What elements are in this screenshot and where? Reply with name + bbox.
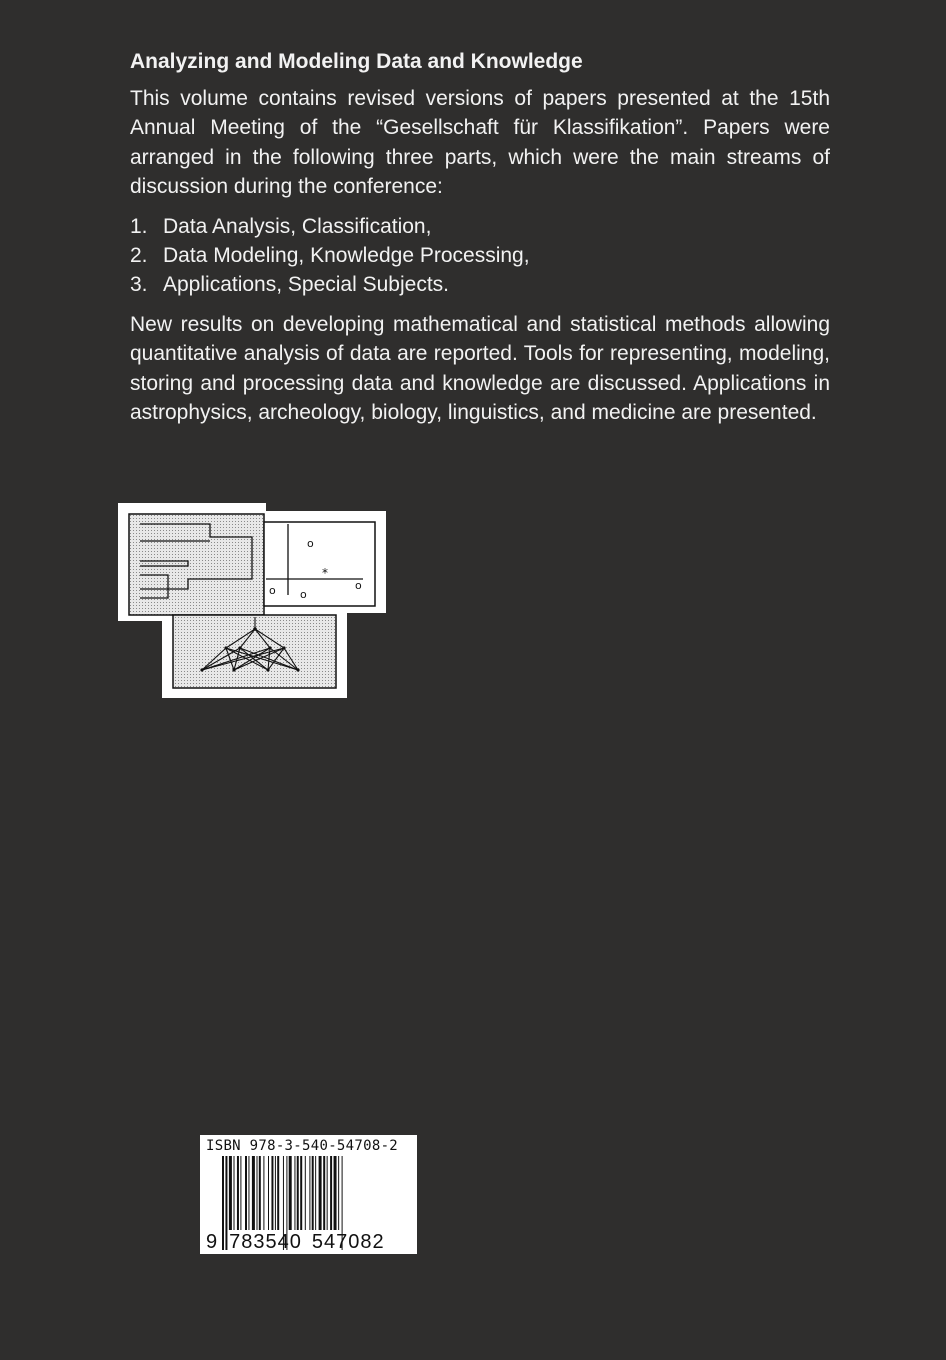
- network-panel: [173, 615, 336, 688]
- barcode-bar: [323, 1156, 325, 1230]
- list-item: [130, 270, 830, 299]
- barcode-bar: [259, 1156, 261, 1230]
- barcode-bar: [338, 1156, 339, 1230]
- list-text: Applications, Special Subjects.: [163, 273, 449, 297]
- scatter-panel: [264, 522, 375, 606]
- list-number: 3.: [130, 273, 148, 297]
- isbn-barcode-label: [200, 1135, 417, 1254]
- barcode-bar: [271, 1156, 273, 1230]
- scatter-point: o: [300, 588, 307, 601]
- barcode-bar: [275, 1156, 276, 1230]
- barcode-lead-digit: 9: [206, 1231, 218, 1253]
- intro-paragraph: This volume contains revised versions of papers presented at the 15th Annual Meeting of the “Gesellschaft für Klassifikation”. Papers were arranged in the following three parts, which were the main streams of discussion during the conference:: [130, 87, 830, 199]
- list-number: 2.: [130, 244, 148, 268]
- barcode-bar: [297, 1156, 299, 1230]
- barcode-bar: [289, 1156, 292, 1230]
- barcode-bar: [309, 1156, 310, 1230]
- list-text: Data Modeling, Knowledge Processing,: [163, 244, 530, 268]
- dendrogram-panel: [129, 514, 264, 615]
- isbn-number: ISBN 978-3-540-54708-2: [206, 1138, 399, 1154]
- barcode-bar: [240, 1156, 241, 1230]
- list-item: [130, 241, 830, 270]
- list-item: [130, 212, 830, 241]
- barcode-bar: [315, 1156, 316, 1230]
- barcode-bar: [319, 1156, 322, 1230]
- barcode-bar: [229, 1156, 232, 1230]
- barcode-right-digits: 547082: [311, 1231, 385, 1253]
- barcode-bar: [245, 1156, 247, 1230]
- parts-list: [130, 212, 830, 300]
- barcode-bar: [330, 1156, 332, 1230]
- barcode-bar: [327, 1156, 328, 1230]
- book-title: Analyzing and Modeling Data and Knowledge: [130, 50, 583, 73]
- barcode-bar: [248, 1156, 249, 1230]
- barcode-digits: [206, 1231, 385, 1254]
- barcode-bar: [234, 1156, 235, 1230]
- list-text: Data Analysis, Classification,: [163, 214, 432, 238]
- barcode-bar: [237, 1156, 239, 1230]
- barcode-bar: [300, 1156, 302, 1230]
- barcode-bar: [252, 1156, 255, 1230]
- list-number: 1.: [130, 214, 148, 238]
- barcode-left-digits: 783540: [229, 1231, 302, 1253]
- back-cover-text: [130, 48, 830, 437]
- barcode-bar: [334, 1156, 337, 1230]
- barcode-bar: [257, 1156, 258, 1230]
- scatter-point: o: [269, 584, 276, 597]
- scatter-point: o: [355, 579, 362, 592]
- barcode-bar: [294, 1156, 295, 1230]
- cover-illustration: [118, 503, 386, 698]
- barcode-bar: [305, 1156, 306, 1230]
- barcode-bar: [268, 1156, 269, 1230]
- illustration-svg: [118, 503, 386, 698]
- barcode-bar: [312, 1156, 314, 1230]
- summary-paragraph: New results on developing mathematical and statistical methods allowing quantitative analysis of data are reported. Tools for representing, modeling, storing and processing data and knowledge are discussed. Applications in astrophysics, archeology, biology, linguistics, and medicine are presented.: [130, 312, 830, 425]
- scatter-point: *: [322, 566, 328, 580]
- barcode-bar: [263, 1156, 264, 1230]
- barcode-bar: [277, 1156, 279, 1230]
- scatter-point: o: [307, 537, 314, 550]
